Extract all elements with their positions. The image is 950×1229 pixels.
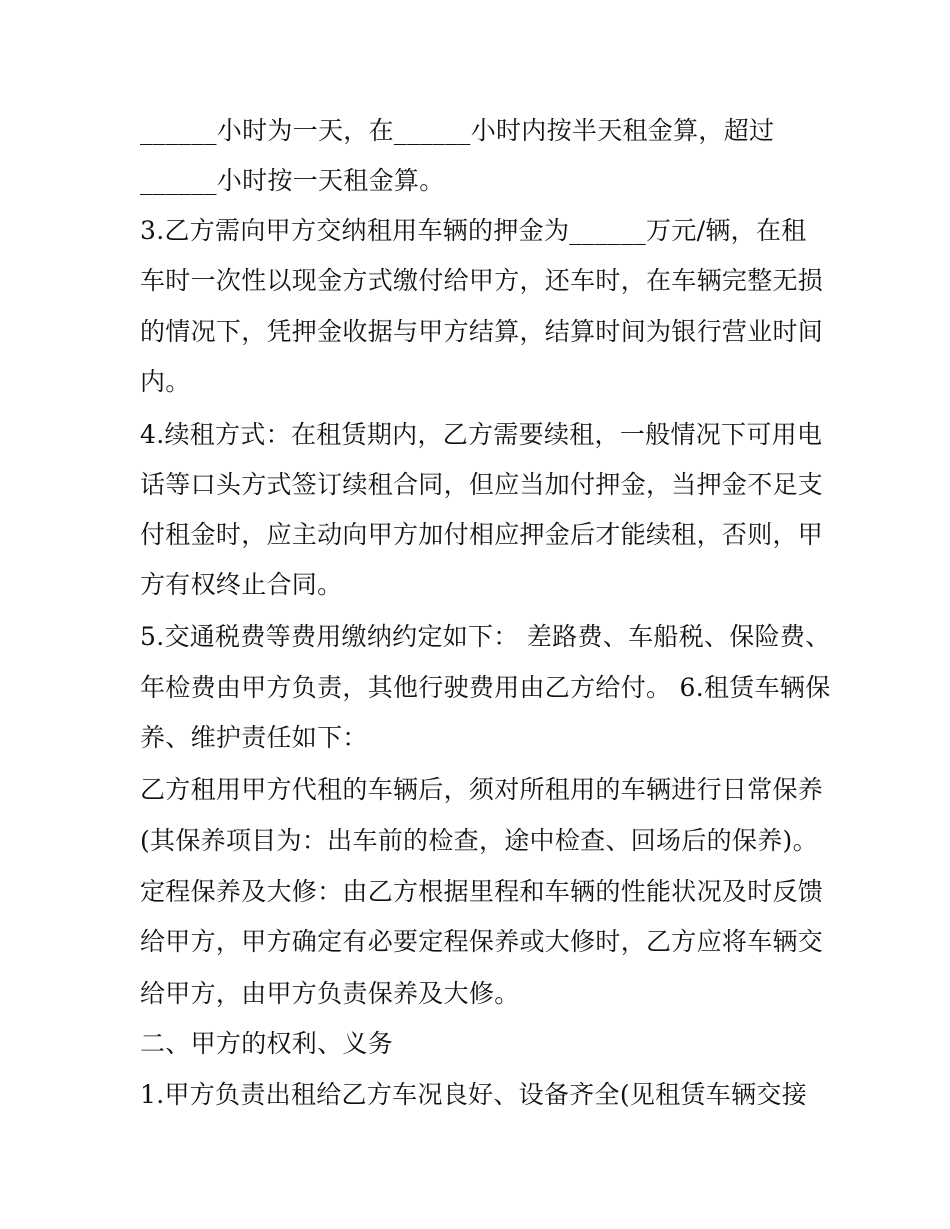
paragraph-line-8: 话等口头方式签订续租合同，但应当加付押金，当押金不足支 [140,470,824,499]
paragraph-line-18: 给甲方，由甲方负责保养及大修。 [140,979,520,1008]
paragraph-line-10: 方有权终止合同。 [140,570,343,599]
paragraph-line-14: 乙方租用甲方代租的车辆后，须对所租用的车辆进行日常保养 [140,775,824,804]
paragraph-line-16: 定程保养及大修：由乙方根据里程和车辆的性能状况及时反馈 [140,877,824,906]
paragraph-line-15: (其保养项目为：出车前的检查，途中检查、回场后的保养)。 [140,826,818,855]
paragraph-line-11: 5.交通税费等费用缴纳约定如下： 差路费、车船税、保险费、 [140,622,831,651]
paragraph-line-7: 4.续租方式：在租赁期内，乙方需要续租，一般情况下可用电 [140,420,823,449]
paragraph-line-9: 付租金时，应主动向甲方加付相应押金后才能续租，否则，甲 [140,520,824,549]
paragraph-line-2: ______小时按一天租金算。 [140,166,445,195]
section-heading: 二、甲方的权利、义务 [140,1029,394,1058]
paragraph-line-4: 车时一次性以现金方式缴付给甲方，还车时，在车辆完整无损 [140,266,824,295]
paragraph-line-13: 养、维护责任如下： [140,723,368,752]
paragraph-line-20: 1.甲方负责出租给乙方车况良好、设备齐全(见租赁车辆交接 [140,1080,808,1109]
paragraph-line-5: 的情况下，凭押金收据与甲方结算，结算时间为银行营业时间 [140,317,824,346]
paragraph-line-6: 内。 [140,367,191,396]
paragraph-line-12: 年检费由甲方负责，其他行驶费用由乙方给付。 6.租赁车辆保 [140,673,831,702]
paragraph-line-3: 3.乙方需向甲方交纳租用车辆的押金为______万元/辆，在租 [140,216,807,245]
paragraph-line-17: 给甲方，甲方确定有必要定程保养或大修时，乙方应将车辆交 [140,927,824,956]
paragraph-line-1: ______小时为一天，在______小时内按半天租金算，超过 [140,116,775,145]
